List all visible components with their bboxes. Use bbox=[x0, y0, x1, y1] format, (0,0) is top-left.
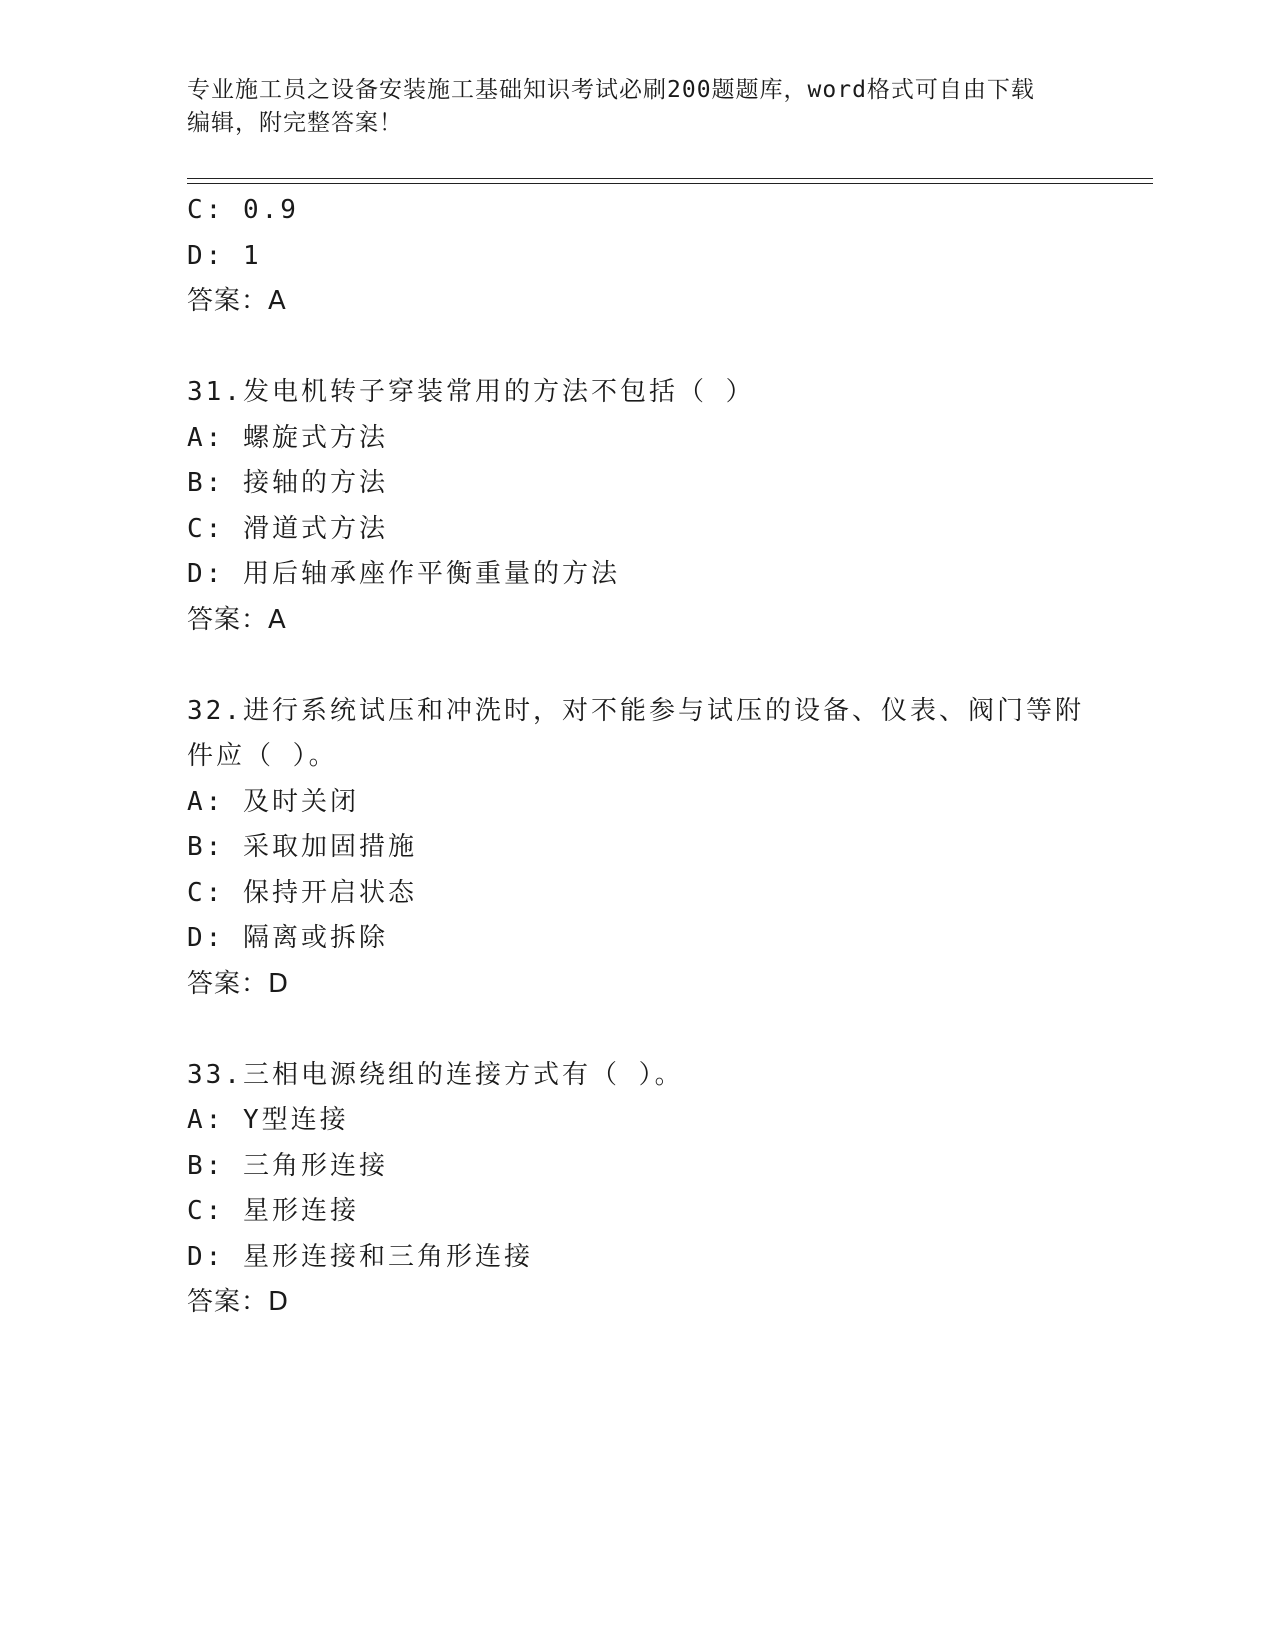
answer-line: 答案：D bbox=[187, 968, 290, 999]
spacer bbox=[187, 1007, 1087, 1053]
header-divider-bottom bbox=[187, 183, 1153, 184]
header-divider-top bbox=[187, 178, 1153, 179]
header-title-line-1: 专业施工员之设备安装施工基础知识考试必刷200题题库，word格式可自由下载 bbox=[187, 77, 1035, 103]
option-d: D: 1 bbox=[187, 240, 262, 271]
question-stem: 32.进行系统试压和冲洗时，对不能参与试压的设备、仪表、阀门等附 bbox=[187, 695, 1084, 726]
page-header bbox=[187, 74, 1067, 140]
option-c: C: 星形连接 bbox=[187, 1196, 359, 1226]
option-d: D: 隔离或拆除 bbox=[187, 923, 388, 953]
option-c: C: 0.9 bbox=[187, 195, 299, 225]
question-stem: 33.三相电源绕组的连接方式有（ ）。 bbox=[187, 1059, 684, 1090]
question-stem: 31.发电机转子穿装常用的方法不包括（ ） bbox=[187, 377, 755, 407]
spacer bbox=[187, 643, 1087, 689]
option-a: A: 及时关闭 bbox=[187, 786, 359, 817]
option-b: B: 采取加固措施 bbox=[187, 832, 417, 862]
option-c: C: 滑道式方法 bbox=[187, 513, 388, 544]
answer-line: 答案：A bbox=[187, 604, 287, 635]
option-b: B: 接轴的方法 bbox=[187, 468, 388, 498]
question-32 bbox=[187, 689, 1087, 1008]
option-a: A: 螺旋式方法 bbox=[187, 422, 388, 453]
question-31 bbox=[187, 370, 1087, 643]
header-title-line-2: 编辑，附完整答案！ bbox=[187, 110, 403, 136]
question-33 bbox=[187, 1053, 1087, 1326]
question-list bbox=[187, 188, 1087, 1326]
previous-question-tail bbox=[187, 188, 1087, 325]
option-b: B: 三角形连接 bbox=[187, 1150, 388, 1181]
answer-line: 答案：A bbox=[187, 286, 287, 316]
answer-line: 答案：D bbox=[187, 1287, 290, 1317]
option-a: A: Y型连接 bbox=[187, 1105, 349, 1135]
question-stem-continued: 件应（ ）。 bbox=[187, 741, 338, 771]
option-d: D: 星形连接和三角形连接 bbox=[187, 1241, 533, 1272]
option-d: D: 用后轴承座作平衡重量的方法 bbox=[187, 559, 620, 589]
option-c: C: 保持开启状态 bbox=[187, 877, 417, 908]
spacer bbox=[187, 325, 1087, 371]
